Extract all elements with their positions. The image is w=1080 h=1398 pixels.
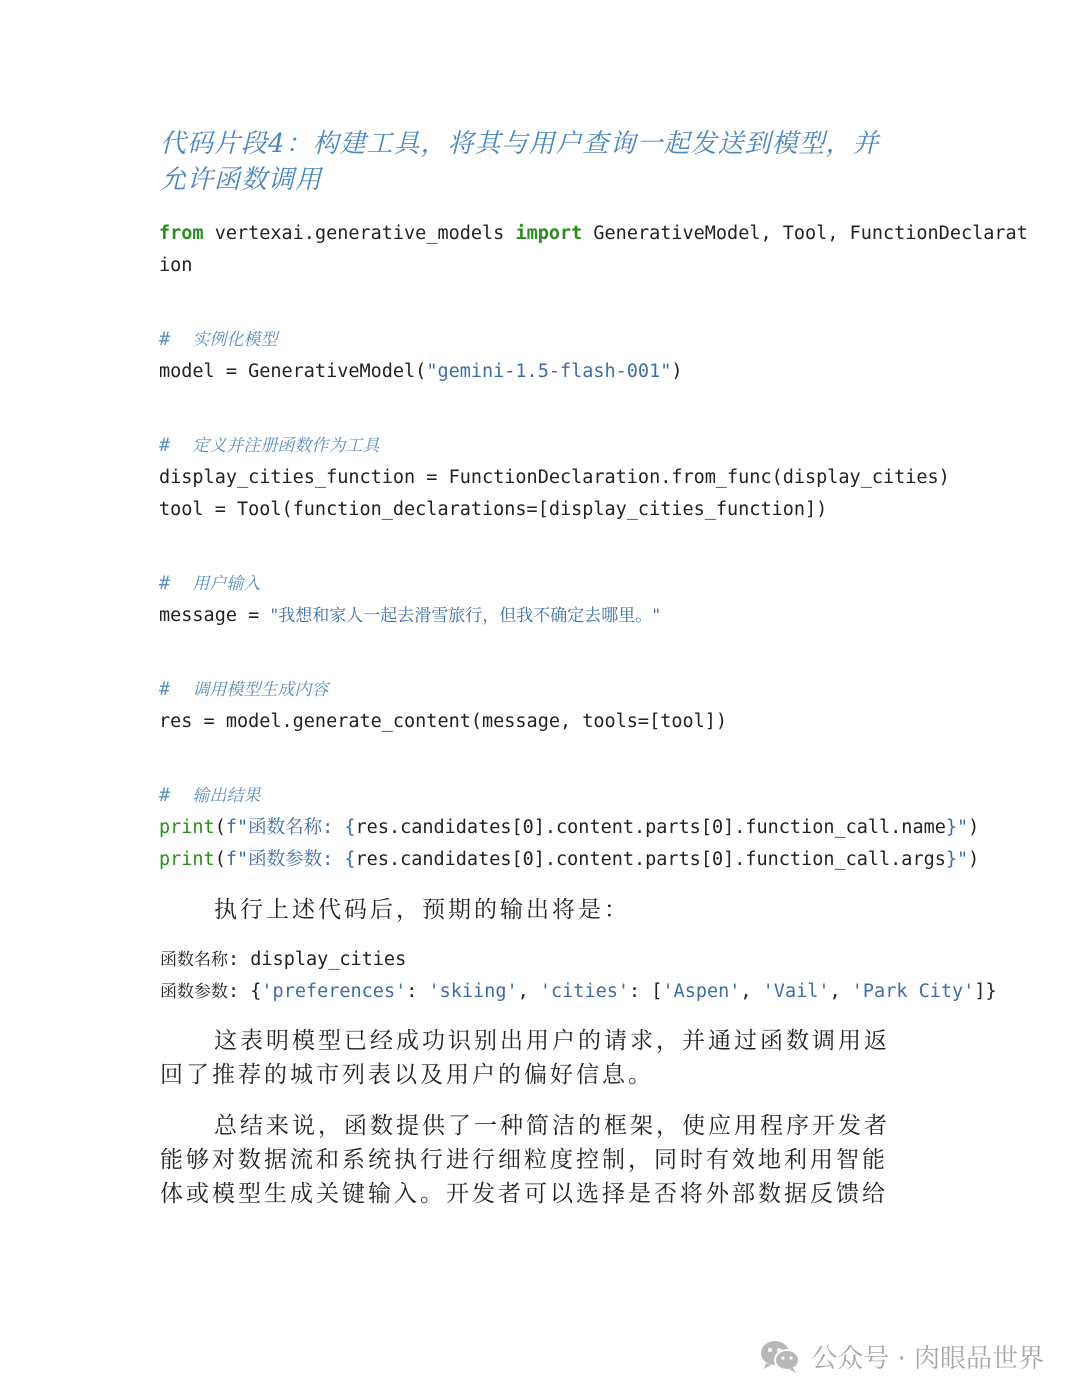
heading-line-2: 允许函数调用 (160, 165, 323, 195)
code-segment: : { (228, 981, 262, 1002)
output-intro-paragraph: 执行上述代码后，预期的输出将是： (214, 897, 630, 923)
code-comment-4: # 调用模型生成内容 (159, 679, 329, 700)
print-fn: print (159, 817, 215, 838)
output-value: : display_cities (228, 949, 407, 970)
code-segment: , (517, 981, 540, 1002)
fstring-expr: res.candidates[0].content.parts[0].function_call.name (355, 817, 946, 838)
code-comment-3: # 用户输入 (159, 573, 261, 594)
code-segment: ) (968, 849, 980, 870)
code-comment-5: # 输出结果 (159, 785, 261, 806)
dict-key: 'cities' (539, 981, 629, 1002)
city-value: 'Vail' (762, 981, 830, 1002)
code-message-line (159, 600, 939, 632)
module-name: vertexai.generative_models (203, 223, 516, 244)
keyword-import: import (515, 223, 583, 244)
city-value: 'Aspen' (662, 981, 741, 1002)
city-value: 'Park City' (851, 981, 975, 1002)
comment-text: 用户输入 (192, 574, 261, 594)
imported-names: GenerativeModel, Tool, FunctionDeclarat (582, 223, 1028, 244)
code-segment: }" (945, 849, 969, 870)
paragraph-1: 这表明模型已经成功识别出用户的请求，并通过函数调用返回了推荐的城市列表以及用户的偏好信息。 (160, 1028, 890, 1088)
keyword-from: from (159, 223, 204, 244)
message-string: "我想和家人一起去滑雪旅行，但我不确定去哪里。" (270, 606, 661, 626)
code-segment: ( (214, 849, 226, 870)
code-segment: , (740, 981, 763, 1002)
heading-line-1: 代码片段4：构建工具，将其与用户查询一起发送到模型，并 (160, 129, 880, 159)
code-segment: { (344, 849, 356, 870)
code-comment-1: # 实例化模型 (159, 329, 278, 350)
print-fn: print (159, 849, 215, 870)
fstring-expr: res.candidates[0].content.parts[0].function_call.args (355, 849, 946, 870)
wechat-icon (759, 1338, 801, 1374)
dict-value: 'skiing' (428, 981, 518, 1002)
code-import-line (159, 218, 1028, 250)
account-watermark (759, 1336, 1044, 1376)
fstring-prefix: f"函数参数: (225, 849, 345, 870)
account-name: 公众号 · 肉眼品世界 (811, 1343, 1044, 1374)
model-string: "gemini-1.5-flash-001" (426, 361, 672, 382)
section-heading (160, 126, 930, 198)
code-tool-line: tool = Tool(function_declarations=[display_cities_function]) (159, 499, 828, 520)
code-import-wrap: ion (159, 255, 193, 276)
fstring-prefix: f"函数名称: (225, 817, 345, 838)
code-segment: }" (945, 817, 969, 838)
code-segment: : [ (629, 981, 663, 1002)
code-res-line: res = model.generate_content(message, tools=[tool]) (159, 711, 728, 732)
code-segment: message = (159, 605, 271, 626)
code-segment: , (829, 981, 852, 1002)
code-comment-2: # 定义并注册函数作为工具 (159, 435, 380, 456)
code-segment: ) (671, 361, 683, 382)
output-line-1 (160, 944, 406, 976)
code-segment: model = GenerativeModel( (159, 361, 427, 382)
output-label: 函数参数 (160, 982, 228, 1002)
code-segment: ( (214, 817, 226, 838)
comment-text: 实例化模型 (192, 330, 278, 350)
code-print-line-2 (159, 844, 980, 876)
paragraph-2: 总结来说，函数提供了一种简洁的框架，使应用程序开发者能够对数据流和系统执行进行细粒度控制，同时有效地利用智能体或模型生成关键输入。开发者可以选择是否将外部数据反馈给 (160, 1113, 890, 1207)
code-segment: { (344, 817, 356, 838)
code-segment: ) (968, 817, 980, 838)
comment-text: 调用模型生成内容 (192, 680, 329, 700)
output-line-2 (160, 976, 997, 1008)
code-print-line-1 (159, 812, 980, 844)
code-segment: ]} (974, 981, 997, 1002)
comment-text: 输出结果 (192, 786, 261, 806)
comment-text: 定义并注册函数作为工具 (192, 436, 380, 456)
code-decl-line: display_cities_function = FunctionDeclaration.from_func(display_cities) (159, 467, 950, 488)
code-segment: : (406, 981, 429, 1002)
output-label: 函数名称 (160, 950, 228, 970)
code-model-line (159, 356, 939, 388)
dict-key: 'preferences' (261, 981, 407, 1002)
